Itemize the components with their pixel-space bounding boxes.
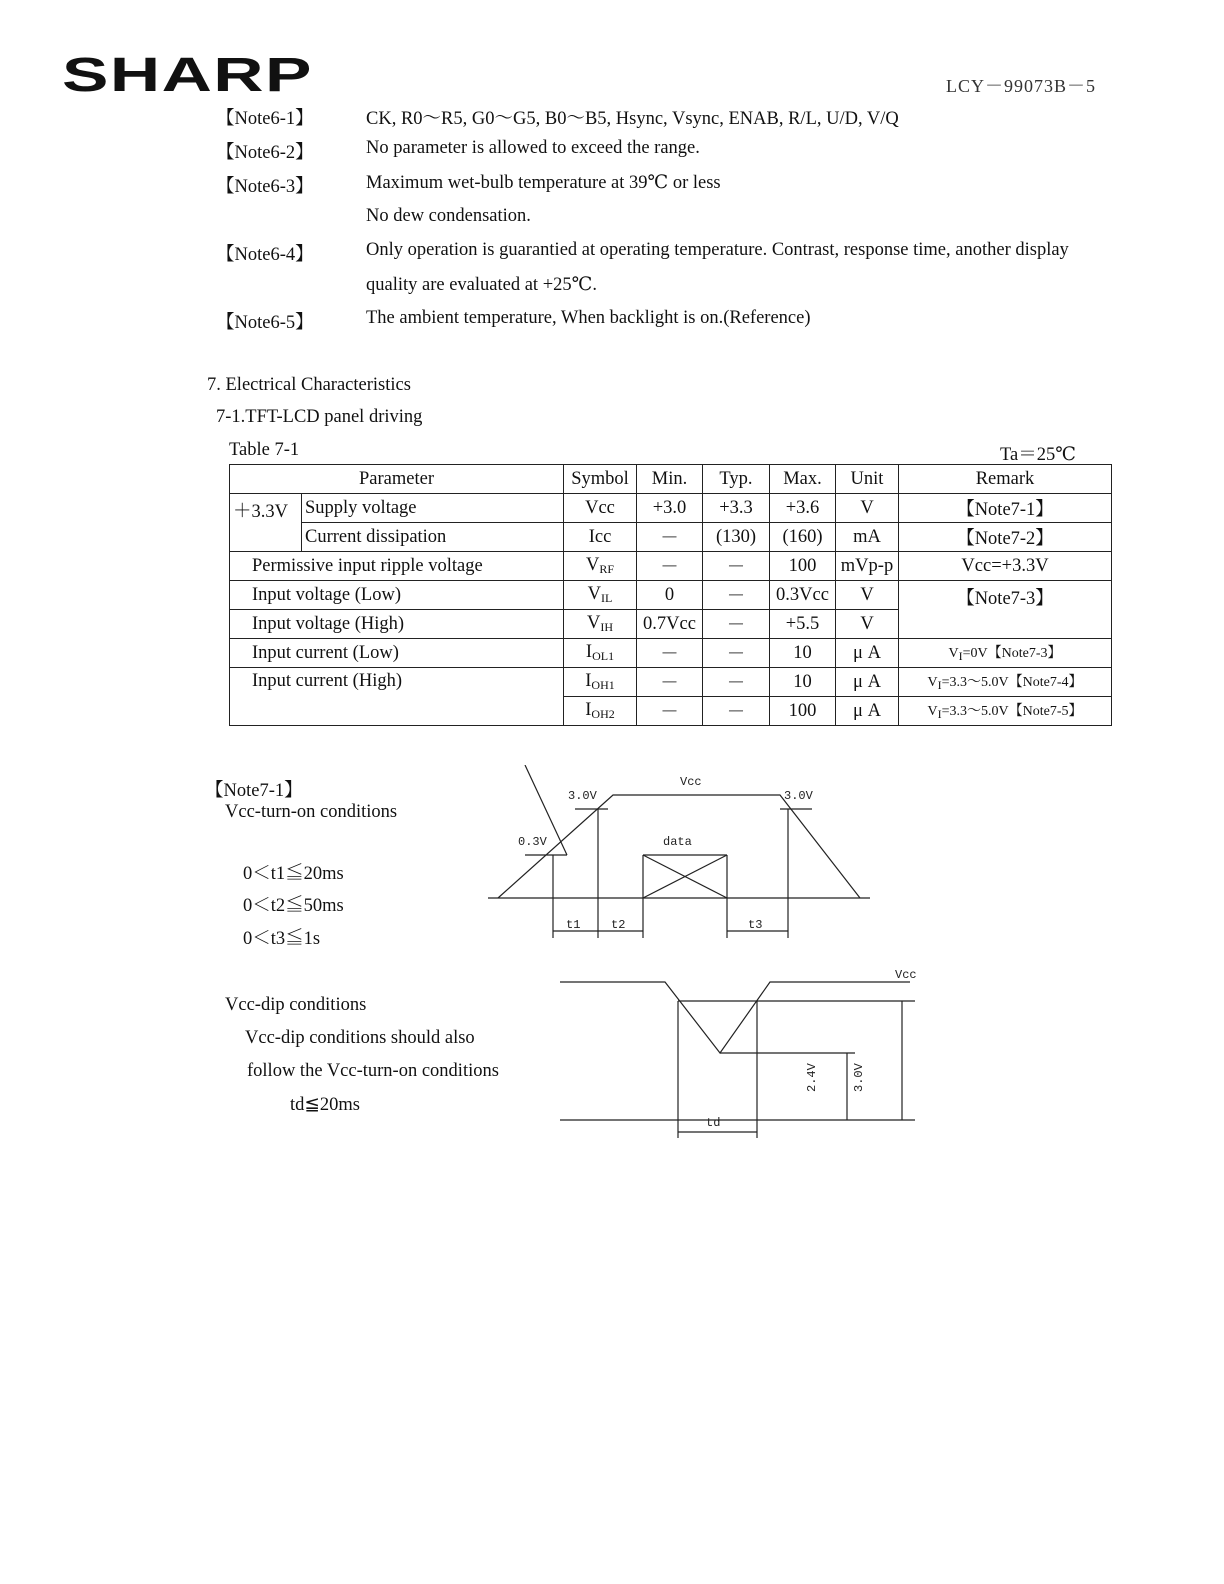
note7-1-label: 【Note7-1】 — [205, 781, 303, 801]
vcc-turn-on-diagram — [480, 765, 880, 945]
cell-param: Supply voltage — [302, 494, 564, 523]
label-3-0v-right: 3.0V — [784, 789, 813, 803]
table-header-row — [230, 465, 1112, 494]
cell-param: Input voltage (High) — [230, 610, 564, 639]
cell-symbol — [564, 697, 637, 726]
note6-4-label: 【Note6-4】 — [216, 245, 314, 265]
cell-unit: V — [836, 494, 899, 523]
cell-typ: +3.3 — [703, 494, 770, 523]
dip-line-1: Vcc-dip conditions should also — [245, 1028, 475, 1048]
note6-3-label: 【Note6-3】 — [216, 177, 314, 197]
label-t2: t2 — [611, 918, 626, 932]
symbol-main: I — [585, 671, 592, 691]
note6-5-label: 【Note6-5】 — [216, 313, 314, 333]
vcc-label: Vcc — [895, 968, 917, 982]
sharp-logo: SHARP — [62, 49, 313, 102]
note6-4-text-2: quality are evaluated at +25℃. — [366, 275, 597, 295]
cell-min: － — [637, 523, 703, 552]
cell-param: Input voltage (Low) — [230, 581, 564, 610]
label-t1: t1 — [566, 918, 581, 932]
symbol-main: V — [586, 613, 601, 633]
symbol-main: I — [585, 700, 592, 720]
section-subtitle: 7-1.TFT-LCD panel driving — [216, 407, 423, 427]
cell-typ: － — [703, 581, 770, 610]
label-2-4v: 2.4V — [805, 1063, 819, 1092]
cell-remark: 【Note7-1】 — [899, 494, 1112, 523]
remark-sub: I — [958, 649, 963, 663]
label-3-0v: 3.0V — [852, 1063, 866, 1092]
label-3-0v: 3.0V — [568, 789, 597, 803]
cell-remark: Vcc=+3.3V — [899, 552, 1112, 581]
label-td: td — [706, 1116, 721, 1130]
cell-unit: μ A — [836, 668, 899, 697]
symbol-sub: IL — [601, 591, 613, 605]
cell-typ: (130) — [703, 523, 770, 552]
cell-symbol — [564, 552, 637, 581]
cell-min: 0 — [637, 581, 703, 610]
remark-tail: =3.3～5.0V【Note7-4】 — [941, 675, 1083, 690]
label-t3: t3 — [748, 918, 763, 932]
cell-max: +3.6 — [770, 494, 836, 523]
header-symbol: Symbol — [564, 465, 637, 494]
cell-symbol — [564, 581, 637, 610]
symbol-sub: OH2 — [591, 707, 615, 721]
cell-typ: － — [703, 552, 770, 581]
dip-waveform — [560, 982, 910, 1053]
cell-unit: μ A — [836, 639, 899, 668]
cell-max: 10 — [770, 668, 836, 697]
cell-min: － — [637, 639, 703, 668]
remark-tail: =3.3～5.0V【Note7-5】 — [941, 704, 1083, 719]
cell-param: Input current (High) — [230, 668, 564, 726]
cell-min: +3.0 — [637, 494, 703, 523]
note6-1-label: 【Note6-1】 — [216, 109, 314, 129]
note6-3-text-2: No dew condensation. — [366, 206, 531, 226]
document-number: LCY－99073B－5 — [946, 76, 1097, 96]
cell-typ: － — [703, 610, 770, 639]
note6-1-text: CK, R0～R5, G0～G5, B0～B5, Hsync, Vsync, ENAB, R/L, U/D, V/Q — [366, 109, 899, 129]
cell-unit: mVp-p — [836, 552, 899, 581]
cell-remark: 【Note7-3】 — [899, 581, 1112, 639]
symbol-sub: RF — [599, 562, 615, 576]
table-row — [230, 494, 1112, 523]
header-unit: Unit — [836, 465, 899, 494]
cell-typ: － — [703, 639, 770, 668]
condition-t2: 0＜t2≦50ms — [243, 896, 344, 916]
symbol-sub: OH1 — [591, 678, 615, 692]
cell-unit: μ A — [836, 697, 899, 726]
note6-2-text: No parameter is allowed to exceed the range. — [366, 138, 700, 158]
remark-sub: I — [937, 707, 942, 721]
vcc-dip-diagram — [550, 960, 930, 1140]
cell-typ: － — [703, 668, 770, 697]
cell-max: 100 — [770, 552, 836, 581]
remark-main: V — [927, 704, 938, 719]
cell-min: － — [637, 697, 703, 726]
symbol-sub: OL1 — [592, 649, 615, 663]
dip-line-2: follow the Vcc-turn-on conditions — [247, 1061, 499, 1081]
cell-symbol: Icc — [564, 523, 637, 552]
cell-max: 0.3Vcc — [770, 581, 836, 610]
cell-symbol: Vcc — [564, 494, 637, 523]
cell-max: (160) — [770, 523, 836, 552]
cell-symbol — [564, 610, 637, 639]
cell-min: 0.7Vcc — [637, 610, 703, 639]
cell-max: 100 — [770, 697, 836, 726]
cell-param: Current dissipation — [302, 523, 564, 552]
spec-table — [229, 464, 1112, 726]
dip-title: Vcc-dip conditions — [225, 995, 367, 1015]
remark-main: V — [927, 675, 938, 690]
cell-remark — [899, 668, 1112, 697]
cell-remark — [899, 639, 1112, 668]
cell-param: Permissive input ripple voltage — [230, 552, 564, 581]
cell-symbol — [564, 668, 637, 697]
header-typ: Typ. — [703, 465, 770, 494]
remark-sub: I — [937, 678, 942, 692]
cell-min: － — [637, 668, 703, 697]
table-row — [230, 552, 1112, 581]
note6-2-label: 【Note6-2】 — [216, 143, 314, 163]
symbol-sub: IH — [600, 620, 614, 634]
label-data: data — [663, 835, 692, 849]
table-condition: Ta＝25℃ — [1000, 445, 1076, 465]
note7-1-title: Vcc-turn-on conditions — [225, 802, 398, 822]
cell-unit: mA — [836, 523, 899, 552]
condition-t1: 0＜t1≦20ms — [243, 864, 344, 884]
cell-min: － — [637, 552, 703, 581]
table-row — [230, 639, 1112, 668]
symbol-main: V — [585, 555, 600, 575]
note6-4-text: Only operation is guarantied at operating temperature. Contrast, response time, another display — [366, 240, 1069, 260]
table-caption: Table 7-1 — [229, 440, 300, 460]
cell-remark — [899, 697, 1112, 726]
vcc-label: Vcc — [680, 775, 702, 789]
note6-5-text: The ambient temperature, When backlight is on.(Reference) — [366, 308, 811, 328]
cell-unit: V — [836, 610, 899, 639]
header-parameter: Parameter — [230, 465, 564, 494]
header-min: Min. — [637, 465, 703, 494]
symbol-main: I — [585, 642, 593, 662]
cell-max: +5.5 — [770, 610, 836, 639]
cell-symbol — [564, 639, 637, 668]
dip-condition: td≦20ms — [290, 1095, 360, 1115]
cell-param: Input current (Low) — [230, 639, 564, 668]
cell-max: 10 — [770, 639, 836, 668]
symbol-main: V — [587, 584, 602, 604]
header-max: Max. — [770, 465, 836, 494]
cell-typ: － — [703, 697, 770, 726]
label-0-3v: 0.3V — [518, 835, 547, 849]
cell-remark: 【Note7-2】 — [899, 523, 1112, 552]
remark-tail: =0V【Note7-3】 — [962, 646, 1062, 661]
group-label: ＋3.3V — [230, 494, 302, 552]
remark-main: V — [948, 646, 959, 661]
condition-t3: 0＜t3≦1s — [243, 929, 321, 949]
header-remark: Remark — [899, 465, 1112, 494]
cell-unit: V — [836, 581, 899, 610]
section-title: 7. Electrical Characteristics — [207, 375, 411, 395]
table-row — [230, 523, 1112, 552]
note6-3-text: Maximum wet-bulb temperature at 39℃ or less — [366, 173, 721, 193]
table-row — [230, 668, 1112, 697]
table-row — [230, 581, 1112, 610]
